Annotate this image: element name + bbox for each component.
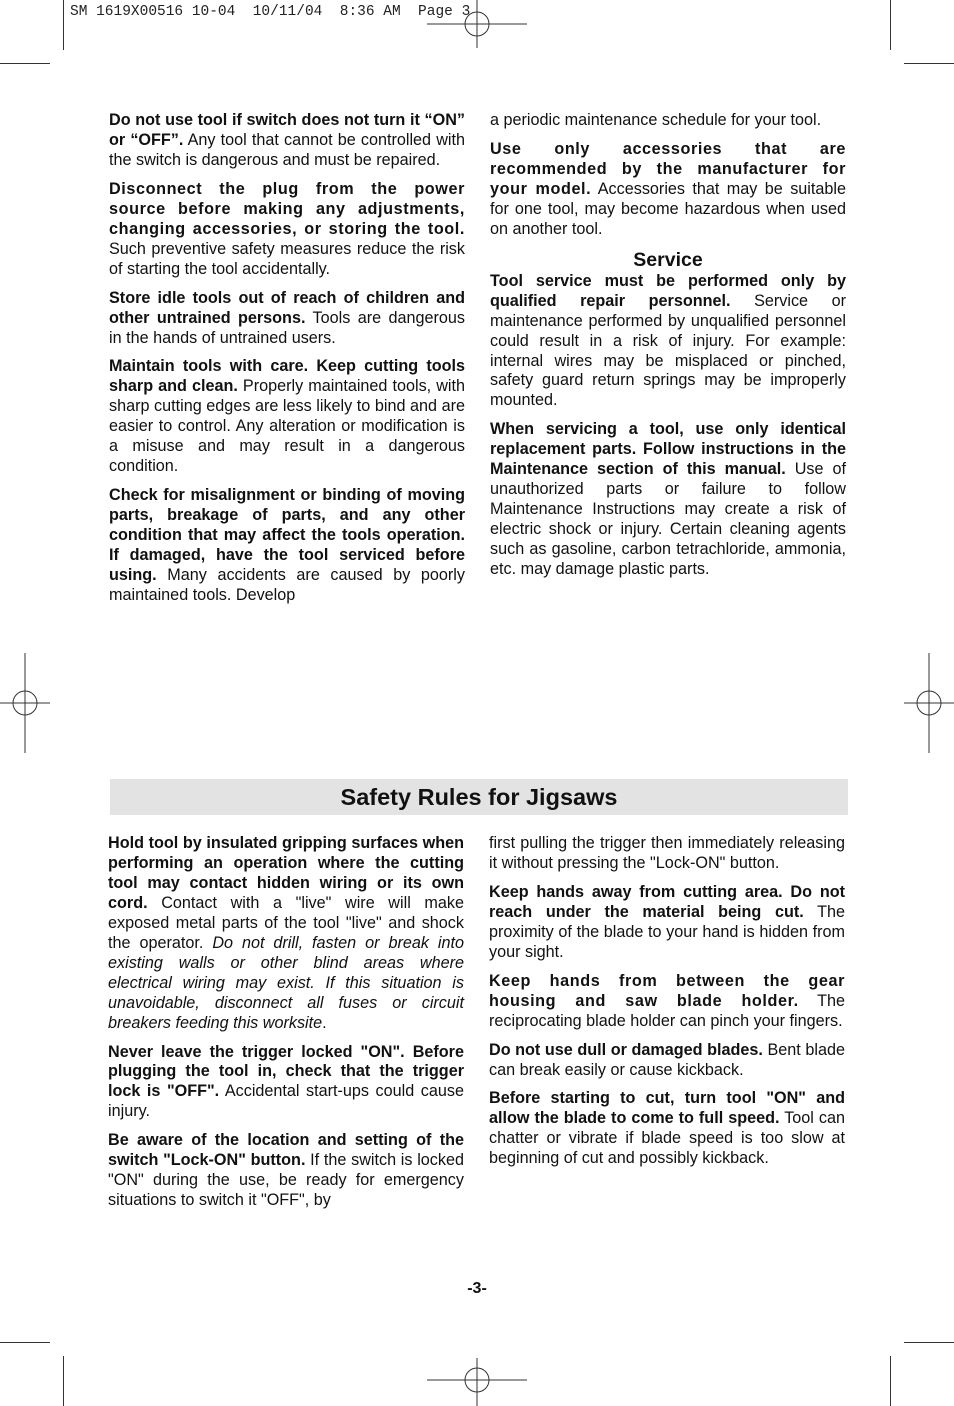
rule-body: Accessories that may be suitable for one tool, may become hazardous when used on another tool.	[490, 179, 846, 238]
continuation-text: first pulling the trigger then immediately releasing it without pressing the "Lock-ON" button.	[489, 834, 845, 872]
rule-lead: Do not use tool if switch does not turn it “ON” or “OFF”.	[109, 111, 465, 149]
rule-lead: Hold tool by insulated gripping surfaces when performing an operation where the cutting tool may contact hidden wiring or its own cord.	[108, 834, 464, 912]
registration-mark-top	[427, 0, 527, 50]
rule-body: Tool can chatter or vibrate if blade speed is too slow at beginning of cut and possibly kickback.	[489, 1109, 845, 1168]
rule-body: Many accidents are caused by poorly maintained tools. Develop	[109, 566, 465, 604]
crop-mark-bottom-right-v	[890, 1356, 891, 1406]
rule-lead: Disconnect the plug from the power source before making any adjustments, changing accessories, or storing the tool.	[109, 179, 465, 238]
rule-body: Such preventive safety measures reduce the risk of starting the tool accidentally.	[109, 239, 465, 278]
rule-lead: Store idle tools out of reach of children and other untrained persons.	[109, 288, 465, 327]
rule-body: Any tool that cannot be controlled with the switch is dangerous and must be repaired.	[109, 130, 465, 169]
rule-lock-on-button	[108, 1131, 464, 1211]
crop-mark-top-left-h	[0, 63, 50, 64]
top-right-column	[490, 111, 846, 589]
crop-mark-top-right-h	[904, 63, 954, 64]
rule-body: The proximity of the blade to your hand is hidden from your sight.	[489, 902, 845, 961]
rule-body: Use of unauthorized parts or failure to follow Maintenance Instructions may create a risk of electric shock or injury. Certain cleaning agents such as gasoline, carbon tetrachloride, ammonia, etc. may damage plastic parts.	[490, 460, 846, 579]
rule-lead: Use only accessories that are recommended by the manufacturer for your model.	[490, 139, 846, 198]
registration-mark-left	[0, 653, 50, 753]
registration-mark-right	[904, 653, 954, 753]
rule-service-parts	[490, 420, 846, 580]
crop-mark-bottom-right-h	[904, 1342, 954, 1343]
rule-end: .	[322, 1013, 327, 1032]
top-left-column	[109, 111, 465, 615]
rule-body: The reciprocating blade holder can pinch your fingers.	[489, 991, 845, 1030]
rule-disconnect	[109, 180, 465, 280]
rule-store	[109, 289, 465, 349]
rule-insulated-grip	[108, 834, 464, 1034]
rule-lead: Do not use dull or damaged blades.	[489, 1040, 763, 1059]
printer-slug: SM 1619X00516 10-04 10/11/04 8:36 AM Page 3	[70, 4, 471, 20]
rule-lead: Maintain tools with care. Keep cutting tools sharp and clean.	[109, 357, 465, 396]
registration-mark-bottom	[427, 1356, 527, 1406]
rule-body: Accidental start-ups could cause injury.	[108, 1082, 464, 1121]
rule-lead: Tool service must be performed only by qualified repair personnel.	[490, 271, 846, 310]
crop-mark-bottom-left-v	[63, 1356, 64, 1406]
rule-check	[109, 486, 465, 606]
rule-hands-away	[489, 883, 845, 963]
crop-mark-bottom-left-h	[0, 1342, 50, 1343]
rule-body: Service or maintenance performed by unqualified personnel could result in a risk of injury. For example: internal wires may be misplaced or pinched, safety guard return springs may be improperly mounted.	[490, 291, 846, 410]
rule-body: Properly maintained tools, with sharp cutting edges are less likely to bind and are easier to control. Any alteration or modification is a misuse and may result in a dangerous condition.	[109, 377, 466, 476]
rule-italic-warning: Do not drill, fasten or break into existing walls or other blind areas where electrical wiring may exist. If this situation is unavoidable, disconnect all fuses or circuit breakers feeding this worksite	[108, 933, 464, 1032]
rule-maintain	[109, 357, 465, 477]
crop-mark-top-right-v	[890, 0, 891, 50]
rule-body: Tools are dangerous in the hands of untrained users.	[109, 308, 465, 347]
service-heading: Service	[633, 248, 703, 271]
rule-service-personnel	[490, 272, 846, 412]
rule-body: Bent blade can break easily or cause kickback.	[489, 1040, 845, 1079]
rule-lead: Before starting to cut, turn tool "ON" and allow the blade to come to full speed.	[489, 1089, 845, 1128]
rule-lead: Keep hands from between the gear housing and saw blade holder.	[489, 971, 845, 1010]
rule-lead: When servicing a tool, use only identical replacement parts. Follow instructions in the Maintenance section of this manual.	[490, 420, 846, 479]
section-title: Safety Rules for Jigsaws	[110, 779, 848, 815]
rule-body: Contact with a "live" wire will make exposed metal parts of the tool "live" and shock the operator.	[108, 893, 464, 952]
page-number: -3-	[467, 1280, 487, 1297]
rule-accessories	[490, 140, 846, 240]
rule-trigger-locked	[108, 1043, 464, 1123]
bottom-left-column	[108, 834, 464, 1220]
rule-lead: Check for misalignment or binding of moving parts, breakage of parts, and any other condition that may affect the tools operation. If damaged, have the tool serviced before using.	[109, 486, 465, 585]
rule-full-speed	[489, 1089, 845, 1169]
crop-mark-top-left-v	[63, 0, 64, 50]
rule-body: If the switch is locked "ON" during the use, be ready for emergency situations to switch it "OFF", by	[108, 1151, 464, 1210]
rule-gear-housing	[489, 972, 845, 1032]
rule-lead: Keep hands away from cutting area. Do not reach under the material being cut.	[489, 882, 845, 921]
rule-dull-blades	[489, 1041, 845, 1081]
continuation-text: a periodic maintenance schedule for your tool.	[490, 111, 822, 129]
rule-switch	[109, 111, 465, 171]
rule-lead: Never leave the trigger locked "ON". Before plugging the tool in, check that the trigger lock is "OFF".	[108, 1042, 464, 1101]
rule-lead: Be aware of the location and setting of the switch "Lock-ON" button.	[108, 1131, 464, 1170]
bottom-right-column	[489, 834, 845, 1178]
